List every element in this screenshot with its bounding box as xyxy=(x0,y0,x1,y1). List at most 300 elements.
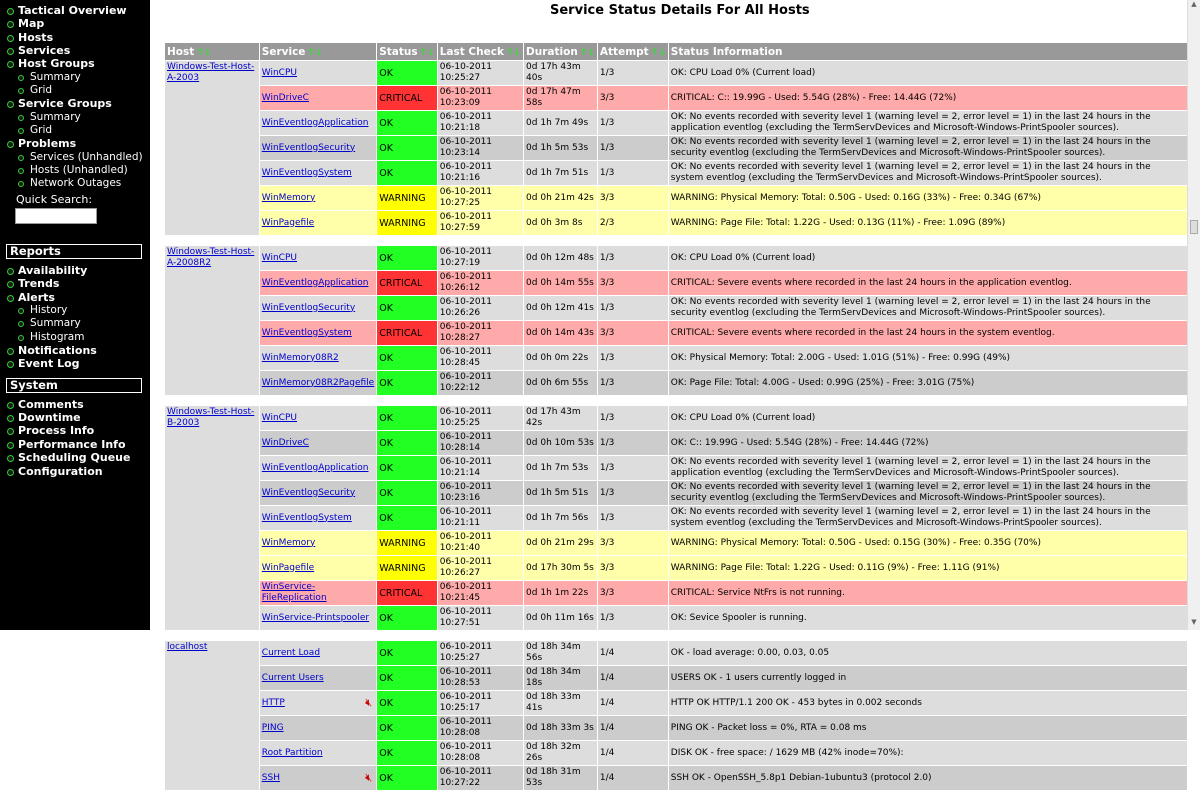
last-check-cell: 06-10-2011 10:26:27 xyxy=(437,556,523,581)
table-row xyxy=(165,766,1188,791)
last-check-cell: 06-10-2011 10:27:59 xyxy=(437,211,523,236)
sidebar-item-label: Services (Unhandled) xyxy=(30,151,143,163)
service-cell xyxy=(259,161,376,186)
last-check-cell: 06-10-2011 10:26:12 xyxy=(437,271,523,296)
service-link[interactable]: PING xyxy=(261,722,284,733)
status-info-cell: OK: No events recorded with severity level 1 (warning level = 2, error level = 1) in the last 24 hours in the application eventlog (excluding the TermServDevices and Microsoft-Windows-PrintSpooler sources). xyxy=(668,456,1187,481)
sidebar-item-label: Summary xyxy=(30,111,81,123)
service-link[interactable]: WinService-FileReplication xyxy=(261,582,327,603)
attempt-cell: 1/3 xyxy=(597,371,668,396)
bullet-icon xyxy=(18,335,24,341)
duration-cell: 0d 17h 30m 5s xyxy=(524,556,598,581)
service-link[interactable]: WinDriveC xyxy=(261,437,309,448)
duration-cell: 0d 17h 43m 40s xyxy=(524,61,598,86)
sidebar-item-label: Network Outages xyxy=(30,177,122,189)
sidebar-item-reports-history[interactable] xyxy=(18,304,67,317)
last-check-cell: 06-10-2011 10:23:09 xyxy=(437,86,523,111)
service-cell xyxy=(259,691,376,716)
sidebar-item-monitoring-grid[interactable] xyxy=(18,84,52,97)
sidebar-item-monitoring-problems[interactable] xyxy=(7,137,76,150)
system-header-section-header: System xyxy=(6,378,142,393)
last-check-cell: 06-10-2011 10:23:16 xyxy=(437,481,523,506)
table-row xyxy=(165,61,1188,86)
last-check-cell: 06-10-2011 10:28:45 xyxy=(437,346,523,371)
status-badge: WARNING xyxy=(377,186,438,211)
sidebar-item-monitoring-hosts[interactable] xyxy=(7,31,53,44)
attempt-cell: 1/3 xyxy=(597,61,668,86)
bullet-icon xyxy=(7,348,14,355)
table-row xyxy=(165,246,1188,271)
attempt-cell: 1/3 xyxy=(597,161,668,186)
last-check-cell: 06-10-2011 10:25:27 xyxy=(437,641,523,666)
sidebar-item-system-scheduling-queue[interactable] xyxy=(7,451,130,464)
last-check-cell: 06-10-2011 10:28:08 xyxy=(437,741,523,766)
status-badge: CRITICAL xyxy=(377,321,438,346)
service-status-table xyxy=(164,42,1188,791)
status-badge: CRITICAL xyxy=(377,86,438,111)
sidebar-item-system-downtime[interactable] xyxy=(7,411,81,424)
notifications-disabled-icon[interactable]: 🔇︎ xyxy=(365,770,373,784)
last-check-cell: 06-10-2011 10:28:53 xyxy=(437,666,523,691)
service-cell xyxy=(259,506,376,531)
service-link[interactable]: WinService-Printspooler xyxy=(261,612,370,623)
status-badge: WARNING xyxy=(377,556,438,581)
service-link[interactable]: WinPagefile xyxy=(261,562,315,573)
sidebar-item-reports-availability[interactable] xyxy=(7,264,87,277)
duration-cell: 0d 0h 0m 22s xyxy=(524,346,598,371)
last-check-cell: 06-10-2011 10:27:51 xyxy=(437,606,523,631)
bullet-icon xyxy=(18,75,24,81)
host-cell xyxy=(165,61,260,236)
table-row xyxy=(165,606,1188,631)
column-header-label: Attempt xyxy=(599,45,649,58)
status-info-cell: OK: CPU Load 0% (Current load) xyxy=(668,61,1187,86)
service-link[interactable]: WinCPU xyxy=(261,67,297,78)
status-info-cell: CRITICAL: Severe events where recorded in the last 24 hours in the application eventlog. xyxy=(668,271,1187,296)
sidebar-item-label: Tactical Overview xyxy=(18,4,127,17)
service-link[interactable]: SSH xyxy=(261,772,280,783)
bullet-icon xyxy=(18,181,24,187)
service-link[interactable]: WinCPU xyxy=(261,252,297,263)
table-row xyxy=(165,481,1188,506)
duration-cell: 0d 0h 11m 16s xyxy=(524,606,598,631)
column-header-service[interactable] xyxy=(259,43,376,61)
duration-cell: 0d 18h 33m 41s xyxy=(524,691,598,716)
attempt-cell: 1/3 xyxy=(597,431,668,456)
status-info-cell: SSH OK - OpenSSH_5.8p1 Debian-1ubuntu3 (protocol 2.0) xyxy=(668,766,1187,791)
last-check-cell: 06-10-2011 10:28:27 xyxy=(437,321,523,346)
last-check-cell: 06-10-2011 10:27:19 xyxy=(437,246,523,271)
page-title: Service Status Details For All Hosts xyxy=(550,3,810,18)
sidebar-item-system-process-info[interactable] xyxy=(7,424,94,437)
status-info-cell: OK: Sevice Spooler is running. xyxy=(668,606,1187,631)
last-check-cell: 06-10-2011 10:28:14 xyxy=(437,431,523,456)
status-info-cell: OK: Physical Memory: Total: 2.00G - Used: 1.01G (51%) - Free: 0.99G (49%) xyxy=(668,346,1187,371)
service-cell xyxy=(259,111,376,136)
sidebar-item-label: Hosts xyxy=(18,31,54,44)
sidebar-item-label: Summary xyxy=(30,317,81,329)
last-check-cell: 06-10-2011 10:21:45 xyxy=(437,581,523,606)
service-link[interactable]: WinEventlogApplication xyxy=(261,277,369,288)
status-info-cell: HTTP OK HTTP/1.1 200 OK - 453 bytes in 0.002 seconds xyxy=(668,691,1187,716)
bullet-icon xyxy=(18,321,24,327)
status-info-cell: OK: Page File: Total: 4.00G - Used: 0.99G (25%) - Free: 3.01G (75%) xyxy=(668,371,1187,396)
attempt-cell: 3/3 xyxy=(597,321,668,346)
sidebar-item-label: Grid xyxy=(30,124,53,136)
sidebar-item-system-performance-info[interactable] xyxy=(7,438,126,451)
attempt-cell: 1/3 xyxy=(597,136,668,161)
duration-cell: 0d 18h 32m 26s xyxy=(524,741,598,766)
bullet-icon xyxy=(18,155,24,161)
service-link[interactable]: WinEventlogSystem xyxy=(261,167,352,178)
attempt-cell: 3/3 xyxy=(597,531,668,556)
service-link[interactable]: Current Load xyxy=(261,647,321,658)
service-link[interactable]: WinEventlogSystem xyxy=(261,512,352,523)
sidebar-item-label: Performance Info xyxy=(18,438,126,451)
status-info-cell: OK - load average: 0.00, 0.03, 0.05 xyxy=(668,641,1187,666)
bullet-icon xyxy=(7,268,14,275)
last-check-cell: 06-10-2011 10:25:27 xyxy=(437,61,523,86)
duration-cell: 0d 1h 5m 53s xyxy=(524,136,598,161)
last-check-cell: 06-10-2011 10:27:25 xyxy=(437,186,523,211)
last-check-cell: 06-10-2011 10:21:18 xyxy=(437,111,523,136)
quick-search-input[interactable] xyxy=(15,208,97,224)
bullet-icon xyxy=(7,35,14,42)
status-badge: CRITICAL xyxy=(377,271,438,296)
quick-search-label: Quick Search: xyxy=(16,193,93,206)
table-row xyxy=(165,406,1188,431)
attempt-cell: 3/3 xyxy=(597,556,668,581)
duration-cell: 0d 0h 12m 48s xyxy=(524,246,598,271)
sidebar-item-label: Scheduling Queue xyxy=(18,451,131,464)
host-cell xyxy=(165,641,260,791)
attempt-cell: 1/4 xyxy=(597,741,668,766)
duration-cell: 0d 18h 34m 56s xyxy=(524,641,598,666)
bullet-icon xyxy=(18,115,24,121)
service-link[interactable]: WinMemory xyxy=(261,537,316,548)
duration-cell: 0d 1h 7m 51s xyxy=(524,161,598,186)
attempt-cell: 1/3 xyxy=(597,506,668,531)
duration-cell: 0d 0h 14m 43s xyxy=(524,321,598,346)
attempt-cell: 1/3 xyxy=(597,456,668,481)
table-row xyxy=(165,506,1188,531)
service-cell xyxy=(259,371,376,396)
sidebar-item-label: Downtime xyxy=(18,411,81,424)
host-link[interactable]: Windows-Test-Host-A-2008R2 xyxy=(167,247,255,268)
bullet-icon xyxy=(7,415,14,422)
sidebar-item-label: Notifications xyxy=(18,344,97,357)
column-header-label: Status xyxy=(379,45,418,58)
host-link[interactable]: localhost xyxy=(167,642,208,652)
status-badge: OK xyxy=(377,641,438,666)
service-link[interactable]: WinCPU xyxy=(261,412,297,423)
sort-arrows-icon[interactable]: ↑↓ xyxy=(579,47,595,58)
column-header-attempt[interactable] xyxy=(597,43,668,61)
status-badge: WARNING xyxy=(377,531,438,556)
duration-cell: 0d 0h 10m 53s xyxy=(524,431,598,456)
table-row xyxy=(165,346,1188,371)
sort-arrows-icon[interactable]: ↑↓ xyxy=(307,47,323,58)
last-check-cell: 06-10-2011 10:21:16 xyxy=(437,161,523,186)
attempt-cell: 1/3 xyxy=(597,606,668,631)
sidebar-item-label: Alerts xyxy=(18,291,55,304)
sidebar-item-label: Process Info xyxy=(18,424,95,437)
last-check-cell: 06-10-2011 10:21:11 xyxy=(437,506,523,531)
service-cell xyxy=(259,246,376,271)
service-cell xyxy=(259,531,376,556)
service-cell xyxy=(259,211,376,236)
sidebar-item-reports-trends[interactable] xyxy=(7,277,59,290)
service-link[interactable]: WinMemory08R2Pagefile xyxy=(261,377,375,388)
service-link[interactable]: WinPagefile xyxy=(261,217,315,228)
sort-arrows-icon[interactable]: ↑↓ xyxy=(196,47,212,58)
sidebar-item-label: Problems xyxy=(18,137,77,150)
column-header-status[interactable] xyxy=(377,43,438,61)
status-badge: OK xyxy=(377,606,438,631)
sidebar-item-reports-histogram[interactable] xyxy=(18,331,84,344)
column-header-host[interactable] xyxy=(165,43,260,61)
column-header-label: Host xyxy=(167,45,195,58)
bullet-icon xyxy=(7,48,14,55)
attempt-cell: 1/3 xyxy=(597,481,668,506)
status-badge: OK xyxy=(377,111,438,136)
table-row xyxy=(165,531,1188,556)
scroll-down-icon[interactable]: ▼ xyxy=(1191,618,1197,626)
service-cell xyxy=(259,431,376,456)
service-link[interactable]: WinEventlogSystem xyxy=(261,327,352,338)
duration-cell: 0d 1h 7m 56s xyxy=(524,506,598,531)
service-link[interactable]: Current Users xyxy=(261,672,324,683)
last-check-cell: 06-10-2011 10:21:14 xyxy=(437,456,523,481)
sidebar-item-label: Grid xyxy=(30,84,53,96)
service-cell xyxy=(259,61,376,86)
sidebar-item-monitoring-hosts-unhandled[interactable] xyxy=(18,164,128,177)
attempt-cell: 1/4 xyxy=(597,766,668,791)
service-cell xyxy=(259,186,376,211)
status-badge: OK xyxy=(377,346,438,371)
service-cell xyxy=(259,321,376,346)
status-badge: OK xyxy=(377,456,438,481)
host-link[interactable]: Windows-Test-Host-B-2003 xyxy=(167,407,255,428)
last-check-cell: 06-10-2011 10:25:17 xyxy=(437,691,523,716)
status-badge: OK xyxy=(377,666,438,691)
status-info-cell: PING OK - Packet loss = 0%, RTA = 0.08 ms xyxy=(668,716,1187,741)
duration-cell: 0d 17h 43m 42s xyxy=(524,406,598,431)
column-header-label: Service xyxy=(261,45,306,58)
status-badge: OK xyxy=(377,691,438,716)
duration-cell: 0d 0h 21m 42s xyxy=(524,186,598,211)
status-info-cell: OK: No events recorded with severity level 1 (warning level = 2, error level = 1) in the last 24 hours in the system eventlog (excluding the TermServDevices and Microsoft-Windows-PrintSpooler sources). xyxy=(668,161,1187,186)
duration-cell: 0d 0h 6m 55s xyxy=(524,371,598,396)
duration-cell: 0d 0h 12m 41s xyxy=(524,296,598,321)
last-check-cell: 06-10-2011 10:21:40 xyxy=(437,531,523,556)
sidebar-item-label: Availability xyxy=(18,264,88,277)
bullet-icon xyxy=(7,101,14,108)
host-link[interactable]: Windows-Test-Host-A-2003 xyxy=(167,62,255,83)
last-check-cell: 06-10-2011 10:28:08 xyxy=(437,716,523,741)
bullet-icon xyxy=(18,128,24,134)
service-link[interactable]: WinEventlogSecurity xyxy=(261,302,356,313)
status-info-cell: CRITICAL: Service NtFrs is not running. xyxy=(668,581,1187,606)
bullet-icon xyxy=(18,308,24,314)
sidebar-item-monitoring-services-unhandled[interactable] xyxy=(18,151,143,164)
duration-cell: 0d 0h 21m 29s xyxy=(524,531,598,556)
duration-cell: 0d 18h 34m 18s xyxy=(524,666,598,691)
sidebar-item-label: Map xyxy=(18,17,45,30)
service-cell xyxy=(259,741,376,766)
service-link[interactable]: WinMemory08R2 xyxy=(261,352,339,363)
attempt-cell: 1/4 xyxy=(597,641,668,666)
bullet-icon xyxy=(7,21,14,28)
service-link[interactable]: WinEventlogApplication xyxy=(261,462,369,473)
sort-arrows-icon[interactable]: ↑↓ xyxy=(505,47,522,58)
table-row xyxy=(165,641,1188,666)
service-link[interactable]: WinEventlogSecurity xyxy=(261,487,356,498)
service-cell xyxy=(259,716,376,741)
duration-cell: 0d 1h 7m 49s xyxy=(524,111,598,136)
bullet-icon xyxy=(7,141,14,148)
attempt-cell: 3/3 xyxy=(597,271,668,296)
status-info-cell: OK: No events recorded with severity level 1 (warning level = 2, error level = 1) in the last 24 hours in the system eventlog (excluding the TermServDevices and Microsoft-Windows-PrintSpooler sources). xyxy=(668,506,1187,531)
service-link[interactable]: WinEventlogSecurity xyxy=(261,142,356,153)
sidebar-item-label: Histogram xyxy=(30,331,85,343)
sidebar-item-monitoring-summary[interactable] xyxy=(18,71,81,84)
status-badge: OK xyxy=(377,406,438,431)
sidebar-item-monitoring-service-groups[interactable] xyxy=(7,97,112,110)
host-cell xyxy=(165,246,260,396)
status-badge: OK xyxy=(377,741,438,766)
status-info-cell: WARNING: Physical Memory: Total: 0.50G - Used: 0.15G (30%) - Free: 0.35G (70%) xyxy=(668,531,1187,556)
duration-cell: 0d 1h 5m 51s xyxy=(524,481,598,506)
duration-cell: 0d 0h 14m 55s xyxy=(524,271,598,296)
scroll-up-icon[interactable]: ▲ xyxy=(1191,0,1197,8)
column-header-duration[interactable] xyxy=(524,43,598,61)
service-link[interactable]: WinMemory xyxy=(261,192,316,203)
service-cell xyxy=(259,86,376,111)
service-link[interactable]: WinEventlogApplication xyxy=(261,117,369,128)
service-cell xyxy=(259,556,376,581)
sort-arrows-icon[interactable]: ↑↓ xyxy=(650,47,666,58)
last-check-cell: 06-10-2011 10:23:14 xyxy=(437,136,523,161)
bullet-icon xyxy=(7,455,14,462)
sidebar-item-monitoring-services[interactable] xyxy=(7,44,70,57)
column-header-status-information[interactable] xyxy=(668,43,1187,61)
sidebar-item-reports-summary[interactable] xyxy=(18,317,81,330)
table-row xyxy=(165,741,1188,766)
sidebar-item-system-comments[interactable] xyxy=(7,398,84,411)
status-badge: OK xyxy=(377,506,438,531)
sidebar-item-reports-notifications[interactable] xyxy=(7,344,97,357)
attempt-cell: 1/3 xyxy=(597,246,668,271)
status-info-cell: WARNING: Physical Memory: Total: 0.50G - Used: 0.16G (33%) - Free: 0.34G (67%) xyxy=(668,186,1187,211)
table-row xyxy=(165,666,1188,691)
status-badge: OK xyxy=(377,481,438,506)
column-header-label: Status Information xyxy=(670,45,783,58)
status-info-cell: WARNING: Page File: Total: 1.22G - Used: 0.11G (9%) - Free: 1.11G (91%) xyxy=(668,556,1187,581)
table-row xyxy=(165,186,1188,211)
service-cell xyxy=(259,296,376,321)
sidebar-item-reports-event-log[interactable] xyxy=(7,357,80,370)
vertical-scrollbar[interactable] xyxy=(1187,0,1200,630)
sidebar-item-monitoring-grid[interactable] xyxy=(18,124,52,137)
table-row xyxy=(165,431,1188,456)
sidebar-item-monitoring-host-groups[interactable] xyxy=(7,57,95,70)
status-info-cell: OK: CPU Load 0% (Current load) xyxy=(668,246,1187,271)
service-link[interactable]: WinDriveC xyxy=(261,92,309,103)
sort-arrows-icon[interactable]: ↑↓ xyxy=(419,47,435,58)
service-cell xyxy=(259,406,376,431)
table-row xyxy=(165,321,1188,346)
attempt-cell: 3/3 xyxy=(597,86,668,111)
status-badge: WARNING xyxy=(377,211,438,236)
bullet-icon xyxy=(7,295,14,302)
service-cell xyxy=(259,271,376,296)
attempt-cell: 1/4 xyxy=(597,666,668,691)
duration-cell: 0d 17h 47m 58s xyxy=(524,86,598,111)
service-cell xyxy=(259,766,376,791)
scroll-thumb[interactable] xyxy=(1190,220,1198,234)
sidebar-item-label: Hosts (Unhandled) xyxy=(30,164,128,176)
status-info-cell: OK: No events recorded with severity level 1 (warning level = 2, error level = 1) in the last 24 hours in the security eventlog (excluding the TermServDevices and Microsoft-Windows-PrintSpooler sources). xyxy=(668,481,1187,506)
service-link[interactable]: HTTP xyxy=(261,697,285,708)
sidebar-item-label: Service Groups xyxy=(18,97,112,110)
table-row xyxy=(165,86,1188,111)
last-check-cell: 06-10-2011 10:26:26 xyxy=(437,296,523,321)
status-badge: OK xyxy=(377,246,438,271)
sidebar-item-label: Comments xyxy=(18,398,84,411)
column-header-last-check[interactable] xyxy=(437,43,523,61)
status-badge: OK xyxy=(377,136,438,161)
service-cell xyxy=(259,136,376,161)
duration-cell: 0d 0h 3m 8s xyxy=(524,211,598,236)
status-info-cell: OK: C:: 19.99G - Used: 5.54G (28%) - Free: 14.44G (72%) xyxy=(668,431,1187,456)
reports-header-section-header: Reports xyxy=(6,244,142,259)
table-row xyxy=(165,296,1188,321)
bullet-icon xyxy=(18,168,24,174)
status-info-cell: CRITICAL: Severe events where recorded in the last 24 hours in the system eventlog. xyxy=(668,321,1187,346)
bullet-icon xyxy=(7,281,14,288)
status-info-cell: CRITICAL: C:: 19.99G - Used: 5.54G (28%) - Free: 14.44G (72%) xyxy=(668,86,1187,111)
status-badge: OK xyxy=(377,371,438,396)
service-link[interactable]: Root Partition xyxy=(261,747,323,758)
table-row xyxy=(165,581,1188,606)
table-row xyxy=(165,271,1188,296)
sidebar-item-label: Summary xyxy=(30,71,81,83)
sidebar-item-system-configuration[interactable] xyxy=(7,465,103,478)
service-cell xyxy=(259,456,376,481)
table-row xyxy=(165,691,1188,716)
sidebar-item-label: Services xyxy=(18,44,71,57)
service-cell xyxy=(259,481,376,506)
duration-cell: 0d 1h 1m 22s xyxy=(524,581,598,606)
bullet-icon xyxy=(7,361,14,368)
notifications-disabled-icon[interactable]: 🔇︎ xyxy=(365,695,373,709)
last-check-cell: 06-10-2011 10:22:12 xyxy=(437,371,523,396)
column-header-label: Duration xyxy=(526,45,578,58)
status-badge: OK xyxy=(377,61,438,86)
table-row xyxy=(165,716,1188,741)
sidebar-item-monitoring-map[interactable] xyxy=(7,17,44,30)
attempt-cell: 1/4 xyxy=(597,716,668,741)
sidebar-item-label: History xyxy=(30,304,68,316)
sidebar-item-monitoring-network-outages[interactable] xyxy=(18,177,121,190)
service-cell xyxy=(259,606,376,631)
status-info-cell: DISK OK - free space: / 1629 MB (42% inode=70%): xyxy=(668,741,1187,766)
attempt-cell: 1/3 xyxy=(597,111,668,136)
sidebar-item-monitoring-tactical-overview[interactable] xyxy=(7,4,127,17)
sidebar-item-monitoring-summary[interactable] xyxy=(18,111,81,124)
sidebar-item-reports-alerts[interactable] xyxy=(7,291,55,304)
